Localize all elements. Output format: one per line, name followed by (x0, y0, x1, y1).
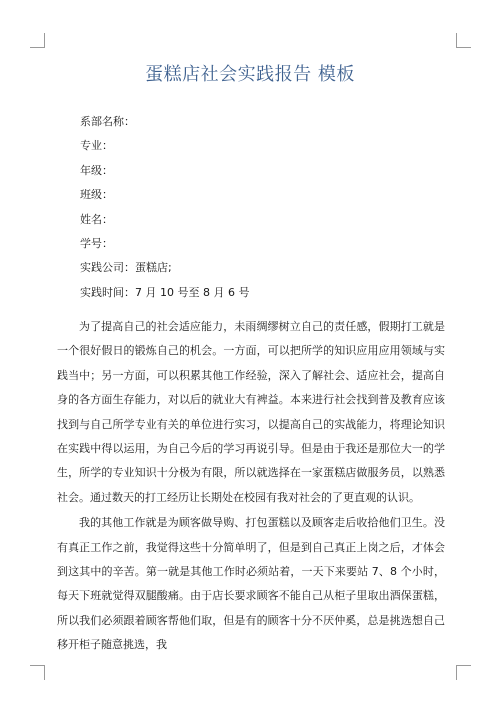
field-student-id: 学号： (80, 236, 113, 250)
field-major: 专业： (80, 139, 113, 153)
crop-mark-top-left (30, 33, 45, 48)
field-grade: 年级： (80, 163, 113, 177)
document-title: 蛋糕店社会实践报告 模板 (145, 64, 355, 85)
crop-mark-bottom-left (30, 665, 45, 680)
field-period: 实践时间：7 月 10 号至 8 月 6 号 (80, 285, 250, 299)
field-department: 系部名称： (80, 115, 135, 128)
crop-mark-top-right (456, 33, 471, 48)
report-body (57, 315, 445, 658)
crop-mark-bottom-right (456, 665, 471, 680)
paragraph-work: 我的其他工作就是为顾客做导购、打包蛋糕以及顾客走后收拾他们卫生。没有真正工作之前，我觉得这些十分简单明了，但是到自己真正上岗之后，才体会到这其中的辛苦。第一就是其他工作时必须站着，一天下来要站 7、8 个小时，每天下班就觉得双腿酸痛。由于店长要求顾客不能自己从柜子里取出酒保蛋糕，所以我们必须跟着顾客帮他们取，但是有的顾客十分不厌仲奚，总是挑选想自己移开柜子随意挑选，我 (57, 516, 445, 652)
field-name: 姓名： (80, 212, 113, 226)
paragraph-intro: 为了提高自己的社会适应能力，未雨绸缪树立自己的责任感，假期打工就是一个很好假日的锻炼自己的机会。一方面，可以把所学的知识应用应用领域与实践当中；另一方面，可以积累其他工作经验，深入了解社会、适应社会，提高自身的各方面生存能力，对以后的就业大有裨益。本来进行社会找到普及教育应该找到与自己所学专业有关的单位进行实习，以提高自己的实战能力，将理论知识在实践中得以运用，为自己今后的学习再说引导。但是由于我还是那位大一的学生，所学的专业知识十分极为有限，所以就选择在一家蛋糕店做服务员，以熟悉社会。通过数天的打工经历让长期处在校园有我对社会的了更直观的认识。 (57, 320, 445, 504)
info-fields (80, 110, 249, 305)
field-company: 实践公司：蛋糕店; (80, 261, 172, 275)
field-class: 班级： (80, 188, 113, 202)
